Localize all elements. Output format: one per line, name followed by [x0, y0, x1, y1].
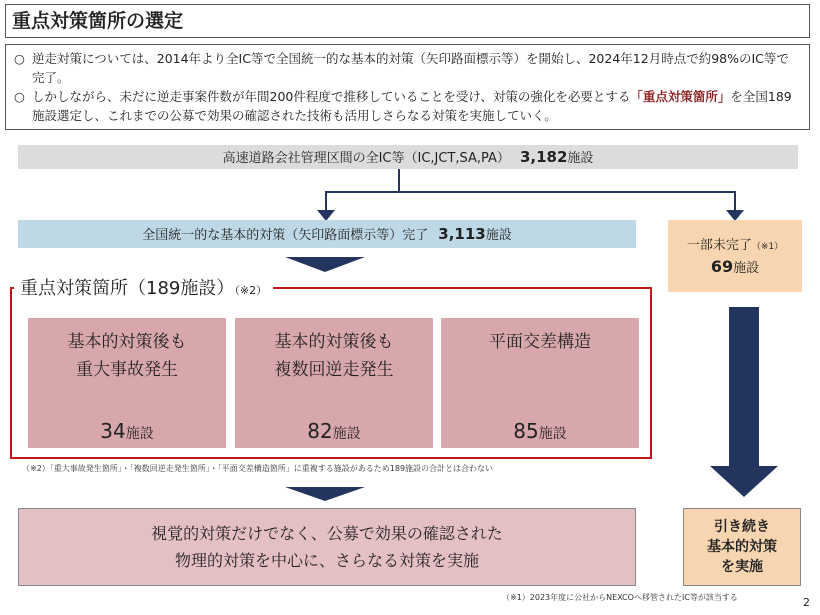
- arrow-completed-to-focus: [285, 257, 365, 272]
- total-label: 高速道路会社管理区間の全IC等（IC,JCT,SA,PA）: [222, 151, 510, 166]
- incomplete-unit: 施設: [733, 261, 760, 276]
- focus-label-note: （※2）: [234, 284, 268, 297]
- incomplete-value: 69: [710, 257, 734, 276]
- arrow-incomplete-to-continue: [710, 307, 778, 497]
- category-count: [441, 419, 639, 446]
- continue-line3: を実施: [721, 559, 763, 575]
- intro-item-2-text-pre: しかしながら、未だに逆走事案件数が年間200件程度で推移していることを受け、対策の強化を必要とする: [32, 89, 631, 104]
- category-name-line2: 重大事故発生: [76, 360, 178, 380]
- category-name-line1: 平面交差構造: [489, 332, 591, 352]
- category-unit: 施設: [332, 426, 361, 442]
- category-name-line2: 複数回逆走発生: [274, 360, 394, 380]
- category-name: [235, 328, 433, 384]
- further-measures-line2: 物理的対策を中心に、さらなる対策を実施: [174, 551, 479, 570]
- category-name-line1: 基本的対策後も: [274, 332, 394, 352]
- category-value: 85: [513, 419, 539, 443]
- completed-unit: 施設: [485, 228, 512, 243]
- arrow-focus-to-result: [285, 487, 365, 501]
- category-repeat-wrong-way: [235, 318, 433, 448]
- continue-line1: 引き続き: [714, 519, 770, 535]
- category-name: [441, 328, 639, 356]
- page-number: 2: [803, 596, 810, 609]
- intro-item-1-text: 逆走対策については、2014年より全IC等で全国統一的な基本的対策（矢印路面標示等）を開始し、2024年12月時点で約98%のIC等で完了。: [32, 51, 789, 85]
- intro-item-2-text-post: を全国189施設選定し、これまでの公募で効果の確認された技術も活用しさらなる対策を実施していく。: [32, 89, 792, 123]
- completed-value: 3,113: [438, 225, 486, 243]
- focus-locations-label: [14, 278, 273, 302]
- footnote-overlap: （※2）「重大事故発生箇所」・「複数回逆走発生箇所」・「平面交差構造箇所」に重複する施設があるため189施設の合計とは合わない: [22, 464, 494, 473]
- category-count: [235, 419, 433, 446]
- incomplete-label-line: [668, 236, 802, 257]
- incomplete-count-line: [668, 257, 802, 279]
- bullet-icon: ○: [14, 51, 25, 66]
- incomplete-facilities-box: [668, 220, 802, 292]
- category-count: [28, 419, 226, 446]
- completed-label: 全国統一的な基本的対策（矢印路面標示等）完了: [142, 228, 429, 243]
- total-unit: 施設: [567, 151, 594, 166]
- category-value: 34: [100, 419, 126, 443]
- category-name: [28, 328, 226, 384]
- bullet-icon: ○: [14, 89, 25, 104]
- incomplete-label: 一部未完了: [686, 238, 752, 253]
- continue-line2: 基本的対策: [707, 539, 777, 555]
- category-name-line1: 基本的対策後も: [67, 332, 187, 352]
- category-serious-accident: [28, 318, 226, 448]
- footnote-transfer: （※1）2023年度に公社からNEXCOへ移管されたIC等が該当する: [502, 593, 738, 602]
- category-unit: 施設: [125, 426, 154, 442]
- completed-facilities-box: [18, 220, 636, 248]
- further-measures-box: [18, 508, 636, 586]
- focus-label-text: 重点対策箇所（189施設）: [20, 278, 235, 299]
- category-unit: 施設: [538, 426, 567, 442]
- total-value: 3,182: [519, 148, 568, 166]
- category-at-grade-intersection: [441, 318, 639, 448]
- category-value: 82: [307, 419, 333, 443]
- intro-item-2-highlight: 「重点対策箇所」: [630, 89, 731, 104]
- incomplete-note: （※1）: [751, 242, 784, 252]
- continue-basic-measures-box: [683, 508, 801, 586]
- page-title: 重点対策箇所の選定: [5, 4, 810, 38]
- further-measures-line1: 視覚的対策だけでなく、公募で効果の確認された: [151, 524, 503, 543]
